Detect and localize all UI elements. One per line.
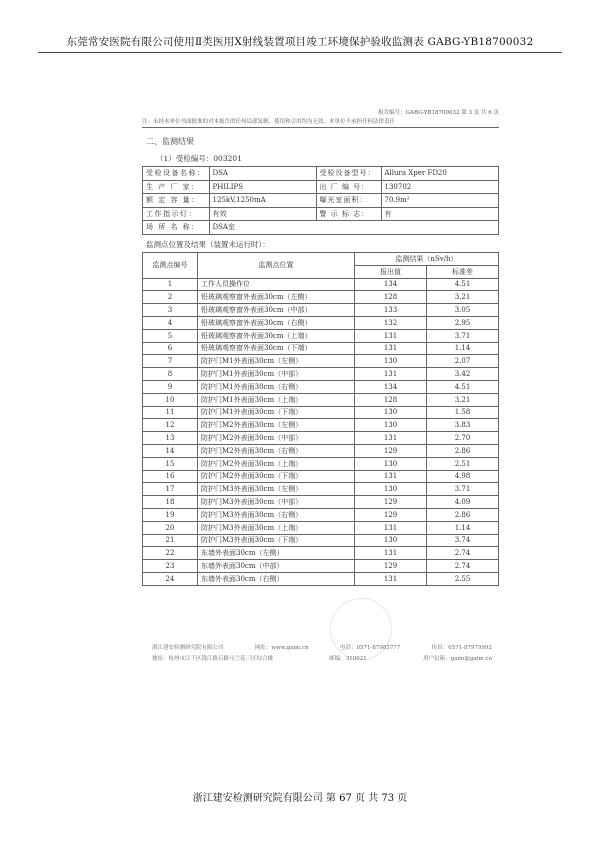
cell-position: 东墙外表面30cm（中部） — [198, 560, 355, 573]
cell-reported: 130 — [355, 483, 427, 496]
cell-position: 铅玻璃观察窗外表面30cm（上端） — [198, 329, 355, 342]
cell-stddev: 2.86 — [427, 444, 499, 457]
cell-no: 14 — [143, 444, 198, 457]
cell-stddev: 4.51 — [427, 380, 499, 393]
info-row — [143, 180, 499, 194]
col-header-position: 监测点位置 — [198, 253, 355, 279]
table-row — [143, 496, 499, 509]
cell-no: 21 — [143, 534, 198, 547]
cell-position: 防护门M3外表面30cm（下端） — [198, 534, 355, 547]
table-row — [143, 393, 499, 406]
cell-reported: 129 — [355, 560, 427, 573]
info-row — [143, 167, 499, 181]
info-value: DSA室 — [209, 221, 499, 235]
cell-position: 防护门M2外表面30cm（右侧） — [198, 444, 355, 457]
table-row — [143, 278, 499, 291]
cell-no: 3 — [143, 304, 198, 317]
cell-stddev: 2.74 — [427, 547, 499, 560]
cell-no: 11 — [143, 406, 198, 419]
table-row — [143, 534, 499, 547]
cell-no: 7 — [143, 355, 198, 368]
cell-stddev: 1.14 — [427, 342, 499, 355]
cell-position: 工作人员操作位 — [198, 278, 355, 291]
cell-position: 防护门M2外表面30cm（下端） — [198, 470, 355, 483]
cell-no: 1 — [143, 278, 198, 291]
cell-reported: 131 — [355, 432, 427, 445]
table-row — [143, 355, 499, 368]
footer-tel: 电话：0571-87985777 — [339, 645, 401, 651]
info-value: 有 — [381, 207, 499, 221]
col-header-stddev: 标准差 — [427, 265, 499, 278]
info-label: 曝光室面积： — [316, 194, 381, 208]
results-header-row — [143, 253, 499, 266]
cell-reported: 131 — [355, 368, 427, 381]
cell-no: 17 — [143, 483, 198, 496]
info-value: DSA — [209, 167, 316, 181]
cell-no: 22 — [143, 547, 198, 560]
footer-email: 用户信箱：gaim@gaim.cn — [423, 656, 492, 662]
cell-no: 8 — [143, 368, 198, 381]
cell-no: 15 — [143, 457, 198, 470]
cell-stddev: 2.74 — [427, 560, 499, 573]
results-table — [142, 252, 499, 586]
document-header: 东莞常安医院有限公司使用Ⅱ类医用X射线装置项目竣工环境保护验收监测表 GABG-YB18700032 — [66, 36, 534, 48]
footer-web: 网址：www.gaim.cn — [254, 645, 309, 651]
table-row — [143, 432, 499, 445]
cell-position: 防护门M1外表面30cm（右侧） — [198, 380, 355, 393]
cell-position: 铅玻璃观察窗外表面30cm（右侧） — [198, 316, 355, 329]
table-row — [143, 419, 499, 432]
info-value: 70.9m² — [381, 194, 499, 208]
cell-reported: 129 — [355, 496, 427, 509]
table-row — [143, 291, 499, 304]
cell-reported: 129 — [355, 444, 427, 457]
cell-position: 东墙外表面30cm（左侧） — [198, 547, 355, 560]
cell-no: 19 — [143, 508, 198, 521]
device-info-table — [142, 166, 499, 235]
table-row — [143, 560, 499, 573]
cell-reported: 133 — [355, 304, 427, 317]
cell-position: 防护门M3外表面30cm（右侧） — [198, 508, 355, 521]
info-label: 警 示 标 志： — [316, 207, 381, 221]
report-notice: 注：未经本单位书面批准的对本报告的任何局部复制、使用和引用均为无效，本单位不承担任何法律责任 — [142, 119, 396, 125]
cell-reported: 130 — [355, 457, 427, 470]
table-row — [143, 342, 499, 355]
cell-no: 20 — [143, 521, 198, 534]
cell-no: 10 — [143, 393, 198, 406]
cell-stddev: 3.83 — [427, 419, 499, 432]
cell-stddev: 3.21 — [427, 393, 499, 406]
footer-org: 浙江建安检测研究院有限公司 — [152, 645, 224, 651]
cell-position: 防护门M1外表面30cm（下端） — [198, 406, 355, 419]
cell-position: 防护门M3外表面30cm（中部） — [198, 496, 355, 509]
table-row — [143, 483, 499, 496]
col-header-reported: 报出值 — [355, 265, 427, 278]
cell-no: 12 — [143, 419, 198, 432]
device-number: （1）受检编号：003201 — [156, 154, 242, 163]
col-header-no: 监测点编号 — [143, 253, 198, 279]
cell-stddev: 3.71 — [427, 329, 499, 342]
cell-reported: 129 — [355, 508, 427, 521]
cell-reported: 134 — [355, 278, 427, 291]
page-footer: 浙江建安检测研究院有限公司 第 67 页 共 73 页 — [192, 793, 408, 804]
cell-reported: 131 — [355, 342, 427, 355]
info-label: 额 定 容 量： — [143, 194, 210, 208]
info-label: 生 产 厂 家： — [143, 180, 210, 194]
cell-reported: 131 — [355, 547, 427, 560]
info-row — [143, 207, 499, 221]
cell-position: 防护门M2外表面30cm（上端） — [198, 457, 355, 470]
report-page — [142, 108, 499, 678]
col-header-result: 监测结果（nSv/h） — [355, 253, 499, 266]
table-row — [143, 368, 499, 381]
cell-no: 4 — [143, 316, 198, 329]
cell-stddev: 1.14 — [427, 521, 499, 534]
cell-reported: 128 — [355, 393, 427, 406]
cell-stddev: 2.95 — [427, 316, 499, 329]
notice-rule — [142, 127, 499, 128]
cell-position: 铅玻璃观察窗外表面30cm（下端） — [198, 342, 355, 355]
cell-no: 9 — [143, 380, 198, 393]
table-row — [143, 470, 499, 483]
cell-position: 铅玻璃观察窗外表面30cm（左侧） — [198, 291, 355, 304]
cell-reported: 130 — [355, 419, 427, 432]
info-row — [143, 194, 499, 208]
table-row — [143, 508, 499, 521]
info-value: PHILIPS — [209, 180, 316, 194]
cell-no: 16 — [143, 470, 198, 483]
cell-position: 防护门M2外表面30cm（中部） — [198, 432, 355, 445]
cell-reported: 130 — [355, 355, 427, 368]
report-footer — [152, 643, 492, 665]
cell-reported: 132 — [355, 316, 427, 329]
cell-stddev: 3.05 — [427, 304, 499, 317]
info-label: 工作指示灯： — [143, 207, 210, 221]
cell-position: 防护门M3外表面30cm（上端） — [198, 521, 355, 534]
cell-reported: 128 — [355, 291, 427, 304]
footer-address: 地址：杭州市江干区钱江路石路马兰花三区综合楼 — [152, 656, 274, 662]
report-number: 报告编号：GABG-YB18700032 第 3 页 共 6 页 — [378, 110, 499, 116]
info-label: 受检设备名称： — [143, 167, 210, 181]
cell-position: 防护门M3外表面30cm（左侧） — [198, 483, 355, 496]
cell-reported: 131 — [355, 521, 427, 534]
cell-stddev: 2.51 — [427, 457, 499, 470]
results-body — [143, 278, 499, 585]
cell-no: 18 — [143, 496, 198, 509]
table-row — [143, 572, 499, 585]
table-row — [143, 316, 499, 329]
table-row — [143, 547, 499, 560]
footer-fax: 传真：0571-87979992 — [431, 645, 492, 651]
cell-no: 5 — [143, 329, 198, 342]
cell-no: 6 — [143, 342, 198, 355]
cell-reported: 131 — [355, 470, 427, 483]
cell-stddev: 4.51 — [427, 278, 499, 291]
cell-stddev: 2.70 — [427, 432, 499, 445]
info-value: 有效 — [209, 207, 316, 221]
info-label: 出 厂 编 号： — [316, 180, 381, 194]
info-value: Allura Xper FD20 — [381, 167, 499, 181]
cell-stddev: 3.21 — [427, 291, 499, 304]
cell-position: 防护门M1外表面30cm（上端） — [198, 393, 355, 406]
cell-position: 防护门M2外表面30cm（左侧） — [198, 419, 355, 432]
table-row — [143, 521, 499, 534]
table-row — [143, 304, 499, 317]
cell-stddev: 3.74 — [427, 534, 499, 547]
table-row — [143, 444, 499, 457]
header-rule — [38, 52, 562, 53]
cell-no: 2 — [143, 291, 198, 304]
measurement-condition: 监测点位置及结果（装置未运行时）： — [146, 240, 270, 249]
cell-stddev: 3.71 — [427, 483, 499, 496]
cell-stddev: 3.42 — [427, 368, 499, 381]
section-title: 二、监测结果 — [146, 137, 194, 146]
table-row — [143, 329, 499, 342]
cell-reported: 134 — [355, 380, 427, 393]
table-row — [143, 457, 499, 470]
cell-no: 24 — [143, 572, 198, 585]
info-row — [143, 221, 499, 235]
cell-position: 东墙外表面30cm（右侧） — [198, 572, 355, 585]
cell-reported: 131 — [355, 572, 427, 585]
info-value: 125kV,1250mA — [209, 194, 316, 208]
cell-position: 铅玻璃观察窗外表面30cm（中部） — [198, 304, 355, 317]
cell-reported: 130 — [355, 534, 427, 547]
cell-position: 防护门M1外表面30cm（左侧） — [198, 355, 355, 368]
cell-reported: 130 — [355, 406, 427, 419]
info-label: 受检设备型号： — [316, 167, 381, 181]
cell-no: 13 — [143, 432, 198, 445]
table-row — [143, 380, 499, 393]
cell-stddev: 4.09 — [427, 496, 499, 509]
cell-stddev: 2.07 — [427, 355, 499, 368]
cell-no: 23 — [143, 560, 198, 573]
cell-stddev: 1.58 — [427, 406, 499, 419]
info-value: 130702 — [381, 180, 499, 194]
cell-stddev: 4.98 — [427, 470, 499, 483]
table-row — [143, 406, 499, 419]
footer-zip: 邮编：310021 — [329, 656, 367, 662]
cell-position: 防护门M1外表面30cm（中部） — [198, 368, 355, 381]
cell-stddev: 2.55 — [427, 572, 499, 585]
info-label: 场 所 名 称： — [143, 221, 210, 235]
cell-stddev: 2.86 — [427, 508, 499, 521]
cell-reported: 131 — [355, 329, 427, 342]
